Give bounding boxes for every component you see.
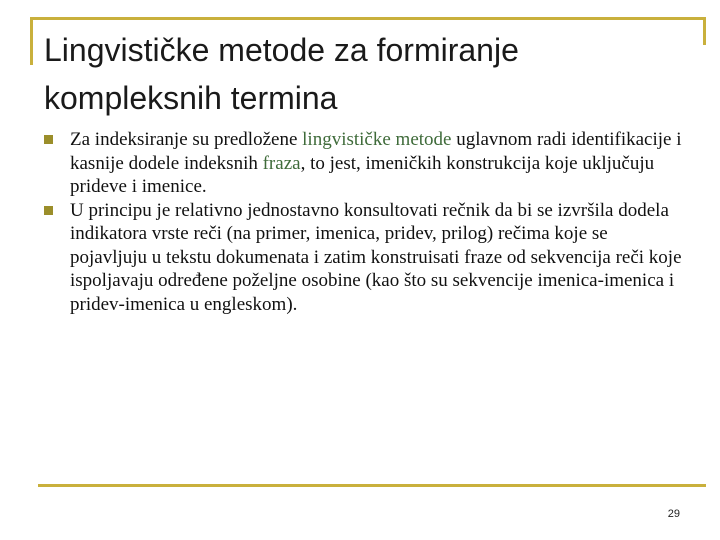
highlight-term: lingvističke metode (302, 129, 452, 150)
bullet-item (44, 199, 684, 317)
frame-bottom-line (38, 484, 706, 487)
bullet-text: U principu je relativno jednostavno konsultovati rečnik da bi se izvršila dodela indikatora vrste reči (na primer, imenica, pridev, prilog) rečima koje se pojavljuju u tekstu dokumenata i zatim konstruisati fraze od sekvencija reči koje ispoljavaju određene poželjne osobine (kao što su sekvencije imenica-imenica i pridev-imenica u engleskom). (70, 199, 682, 315)
highlight-term: fraza (262, 152, 301, 174)
frame-right-line (703, 17, 706, 45)
square-bullet-icon (44, 135, 53, 144)
slide-title: Lingvističke metode za formiranje kompleksnih termina (44, 32, 519, 116)
bullet-item (44, 128, 684, 199)
frame-left-line (30, 17, 33, 65)
bullet-text: Za indeksiranje su predložene lingvističke metode uglavnom radi identifikacije i kasnije dodele indeksnih fraza, to jest, imeničkih konstrukcija koje uključuju prideve i imenice. (70, 129, 682, 197)
page-number: 29 (667, 508, 680, 520)
bullet-list (44, 128, 684, 316)
square-bullet-icon (44, 206, 53, 215)
frame-top-line (30, 17, 706, 20)
